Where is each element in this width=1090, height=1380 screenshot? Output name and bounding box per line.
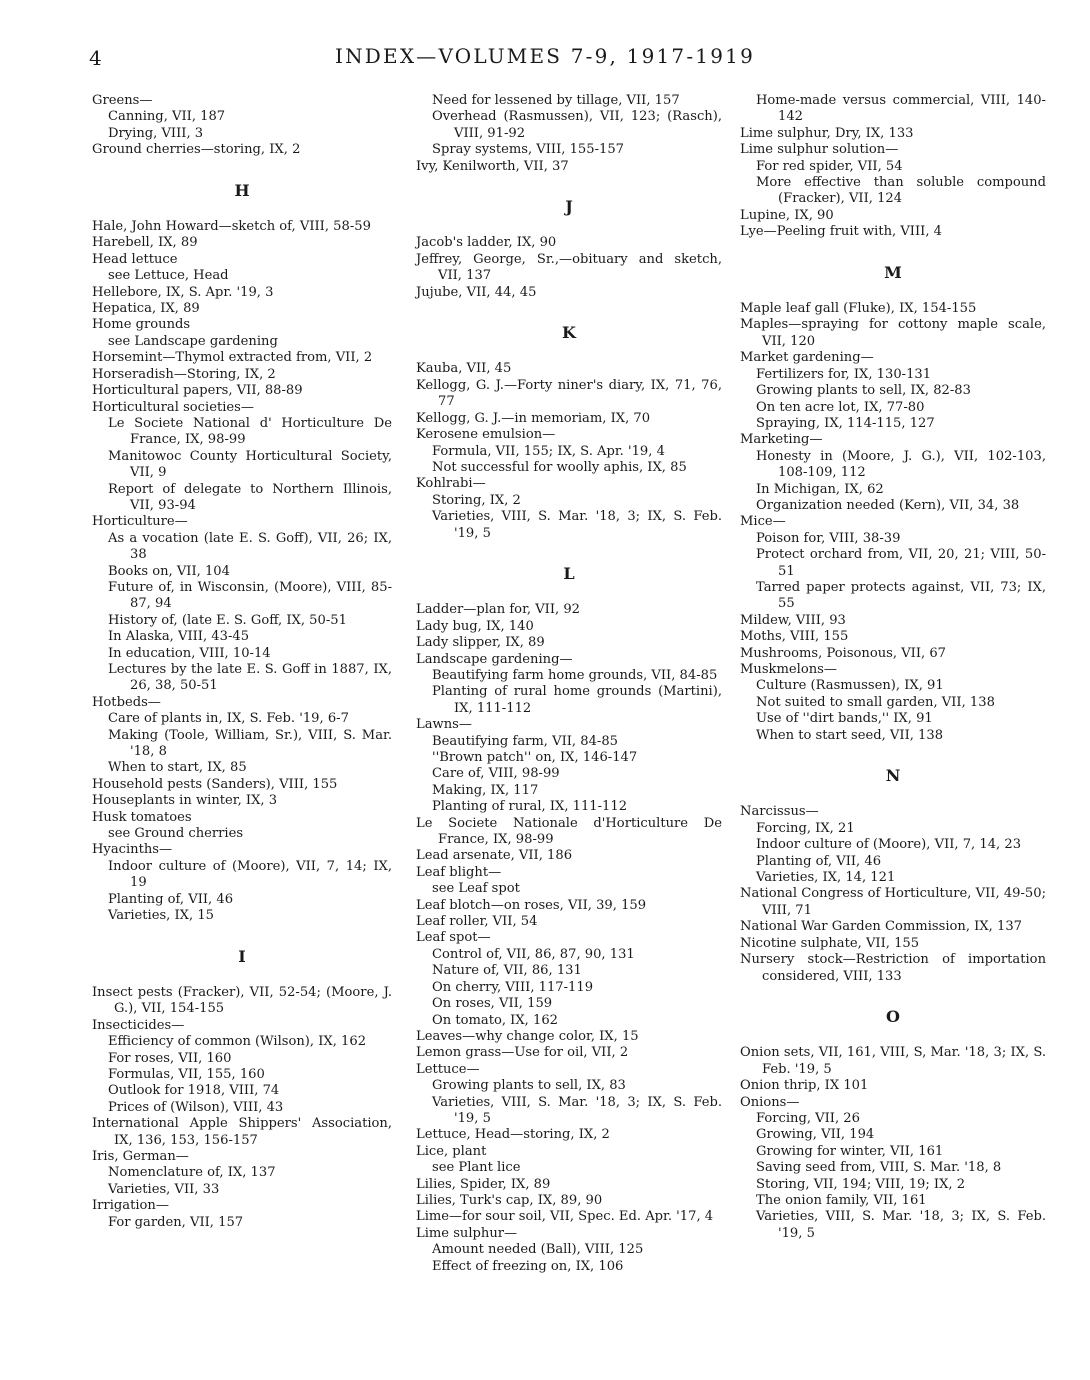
index-subentry: On tomato, IX, 162 <box>432 1012 558 1028</box>
index-entry: Leaves—why change color, IX, 15 <box>416 1028 639 1044</box>
index-entry: Iris, German— <box>92 1148 189 1164</box>
index-subentry: Culture (Rasmussen), IX, 91 <box>756 678 944 694</box>
index-subentry: The onion family, VII, 161 <box>756 1192 927 1208</box>
index-entry: Irrigation— <box>92 1198 169 1214</box>
page-number: 4 <box>89 46 102 70</box>
index-entry: International Apple Shippers' Association, IX, 136, 153, 156-157 <box>92 1116 392 1148</box>
index-subentry: Home-made versus commercial, VIII, 140-142 <box>756 93 1046 125</box>
index-subentry: Canning, VII, 187 <box>108 109 226 125</box>
index-subentry: see Leaf spot <box>432 881 520 897</box>
index-entry: Greens— <box>92 93 153 108</box>
index-subentry: Use of ''dirt bands,'' IX, 91 <box>756 711 933 727</box>
index-subentry: Books on, VII, 104 <box>108 563 230 579</box>
index-subentry: Efficiency of common (Wilson), IX, 162 <box>108 1034 367 1050</box>
index-subentry: Care of, VIII, 98-99 <box>432 766 560 782</box>
index-subentry: When to start seed, VII, 138 <box>756 727 944 743</box>
index-subentry: For garden, VII, 157 <box>108 1214 244 1230</box>
index-subentry: In Alaska, VIII, 43-45 <box>108 629 250 645</box>
index-entry: Maple leaf gall (Fluke), IX, 154-155 <box>740 301 977 317</box>
index-subentry: Manitowoc County Horticultural Society, VII, 9 <box>108 448 392 481</box>
index-entry: Jujube, VII, 44, 45 <box>416 284 537 300</box>
index-entry: Lye—Peeling fruit with, VIII, 4 <box>740 224 942 240</box>
index-entry: Le Societe Nationale d'Horticulture De France, IX, 98-99 <box>416 815 722 848</box>
index-entry: Narcissus— <box>740 804 819 820</box>
index-subentry: Need for lessened by tillage, VII, 157 <box>432 93 680 108</box>
index-subentry: Nature of, VII, 86, 131 <box>432 963 582 979</box>
index-entry: Lilies, Spider, IX, 89 <box>416 1176 551 1192</box>
index-subentry: see Lettuce, Head <box>108 268 229 284</box>
index-entry: Onion thrip, IX 101 <box>740 1078 869 1094</box>
index-entry: Lime sulphur solution— <box>740 142 899 158</box>
section-letter: H <box>234 180 250 200</box>
index-subentry: Effect of freezing on, IX, 106 <box>432 1258 624 1274</box>
index-entry: Ground cherries—storing, IX, 2 <box>92 142 301 158</box>
index-subentry: ''Brown patch'' on, IX, 146-147 <box>432 750 638 765</box>
index-entry: Lettuce, Head—storing, IX, 2 <box>416 1127 610 1143</box>
index-entry: Mushrooms, Poisonous, VII, 67 <box>740 645 947 661</box>
index-subentry: Formula, VII, 155; IX, S. Apr. '19, 4 <box>432 443 665 459</box>
index-entry: Leaf blight— <box>416 864 502 880</box>
index-subentry: Planting of, VII, 46 <box>108 891 234 907</box>
index-entry: Jeffrey, George, Sr.,—obituary and sketch, VII, 137 <box>416 251 722 284</box>
index-subentry: Honesty in (Moore, J. G.), VII, 102-103, 108-109, 112 <box>756 448 1046 481</box>
index-subentry: Growing plants to sell, IX, 82-83 <box>756 383 971 399</box>
index-subentry: On roses, VII, 159 <box>432 996 553 1012</box>
index-subentry: Protect orchard from, VII, 20, 21; VIII, 50-51 <box>756 547 1046 579</box>
index-subentry: Varieties, VIII, S. Mar. '18, 3; IX, S. Feb. '19, 5 <box>432 509 722 541</box>
index-subentry: Le Societe National d' Horticulture De France, IX, 98-99 <box>108 415 392 448</box>
index-entry: Harebell, IX, 89 <box>92 235 198 251</box>
index-entry: Hyacinths— <box>92 842 173 858</box>
index-entry: Insecticides— <box>92 1017 185 1033</box>
index-entry: Nicotine sulphate, VII, 155 <box>740 935 920 951</box>
index-subentry: Report of delegate to Northern Illinois, VII, 93-94 <box>108 481 392 513</box>
index-subentry: Indoor culture of (Moore), VII, 7, 14, 23 <box>756 837 1022 853</box>
index-subentry: Varieties, VII, 33 <box>108 1181 220 1197</box>
index-entry: Lime sulphur— <box>416 1225 518 1241</box>
index-subentry: Prices of (Wilson), VIII, 43 <box>108 1099 284 1115</box>
index-subentry: Tarred paper protects against, VII, 73; IX, 55 <box>756 579 1046 612</box>
index-entry: Landscape gardening— <box>416 651 573 667</box>
index-entry: Nursery stock—Restriction of importation considered, VIII, 133 <box>740 952 1046 984</box>
index-entry: Leaf blotch—on roses, VII, 39, 159 <box>416 897 647 913</box>
section-letter: O <box>886 1006 900 1026</box>
index-subentry: Organization needed (Kern), VII, 34, 38 <box>756 497 1020 513</box>
index-entry: Lead arsenate, VII, 186 <box>416 848 573 864</box>
index-entry: Lilies, Turk's cap, IX, 89, 90 <box>416 1192 603 1208</box>
index-entry: Husk tomatoes <box>92 809 192 825</box>
index-subentry: Lectures by the late E. S. Goff in 1887, IX, 26, 38, 50-51 <box>108 662 392 694</box>
index-entry: Kellogg, G. J.—Forty niner's diary, IX, 71, 76, 77 <box>416 377 722 410</box>
index-entry: Lemon grass—Use for oil, VII, 2 <box>416 1045 629 1061</box>
index-subentry: More effective than soluble compound (Fracker), VII, 124 <box>756 175 1046 207</box>
index-subentry: see Ground cherries <box>108 826 244 842</box>
index-entry: Hellebore, IX, S. Apr. '19, 3 <box>92 284 274 300</box>
index-entry: Horticulture— <box>92 514 188 530</box>
section-letter: M <box>884 262 902 282</box>
index-entry: Ladder—plan for, VII, 92 <box>416 602 580 618</box>
index-entry: Muskmelons— <box>740 662 837 677</box>
index-entry: Kohlrabi— <box>416 476 486 492</box>
index-entry: Jacob's ladder, IX, 90 <box>416 235 557 251</box>
index-subentry: As a vocation (late E. S. Goff), VII, 26; IX, 38 <box>108 530 392 563</box>
index-column-3 <box>740 93 1046 1242</box>
index-entry: National War Garden Commission, IX, 137 <box>740 919 1022 935</box>
index-subentry: Planting of rural, IX, 111-112 <box>432 799 628 815</box>
index-entry: Lupine, IX, 90 <box>740 207 834 223</box>
index-entry: Hepatica, IX, 89 <box>92 301 200 317</box>
index-subentry: Forcing, IX, 21 <box>756 820 855 836</box>
index-entry: Insect pests (Fracker), VII, 52-54; (Moore, J. G.), VII, 154-155 <box>92 984 392 1017</box>
index-entry: Lice, plant <box>416 1143 487 1159</box>
index-subentry: Outlook for 1918, VIII, 74 <box>108 1083 280 1099</box>
index-entry: Kauba, VII, 45 <box>416 361 512 377</box>
index-subentry: In Michigan, IX, 62 <box>756 481 884 497</box>
index-subentry: Fertilizers for, IX, 130-131 <box>756 366 932 382</box>
section-letter: I <box>238 946 246 966</box>
index-subentry: For red spider, VII, 54 <box>756 158 903 174</box>
section-letter: N <box>885 766 901 786</box>
index-subentry: Growing for winter, VII, 161 <box>756 1143 944 1159</box>
index-subentry: Formulas, VII, 155, 160 <box>108 1066 265 1082</box>
index-subentry: Growing, VII, 194 <box>756 1127 875 1143</box>
index-subentry: When to start, IX, 85 <box>108 760 247 776</box>
index-entry: Horticultural societies— <box>92 399 254 415</box>
index-entry: Lady slipper, IX, 89 <box>416 635 545 651</box>
index-entry: Leaf roller, VII, 54 <box>416 914 538 930</box>
index-subentry: Planting of, VII, 46 <box>756 853 882 869</box>
index-subentry: Overhead (Rasmussen), VII, 123; (Rasch), VIII, 91-92 <box>432 109 722 141</box>
index-entry: Lawns— <box>416 717 472 733</box>
index-entry: Marketing— <box>740 432 823 448</box>
section-letter: K <box>562 323 576 343</box>
index-subentry: Care of plants in, IX, S. Feb. '19, 6-7 <box>108 711 349 727</box>
index-subentry: Making, IX, 117 <box>432 782 539 798</box>
index-entry: Ivy, Kenilworth, VII, 37 <box>416 158 569 174</box>
index-subentry: Storing, VII, 194; VIII, 19; IX, 2 <box>756 1176 966 1192</box>
index-subentry: Control of, VII, 86, 87, 90, 131 <box>432 946 635 962</box>
index-subentry: In education, VIII, 10-14 <box>108 645 271 661</box>
index-entry: Leaf spot— <box>416 930 491 946</box>
index-subentry: Saving seed from, VIII, S. Mar. '18, 8 <box>756 1160 1002 1176</box>
index-entry: Household pests (Sanders), VIII, 155 <box>92 776 338 792</box>
index-subentry: Varieties, IX, 15 <box>108 908 214 924</box>
index-entry: Hale, John Howard—sketch of, VIII, 58-59 <box>92 219 371 235</box>
index-entry: Lettuce— <box>416 1061 480 1077</box>
index-entry: Maples—spraying for cottony maple scale, VII, 120 <box>740 317 1046 349</box>
index-entry: Mice— <box>740 514 786 530</box>
section-letter: J <box>565 197 573 217</box>
index-subentry: Beautifying farm home grounds, VII, 84-85 <box>432 667 718 683</box>
index-entry: Head lettuce <box>92 251 178 267</box>
index-subentry: History of, (late E. S. Goff, IX, 50-51 <box>108 612 347 628</box>
index-subentry: Planting of rural home grounds (Martini), IX, 111-112 <box>432 684 722 716</box>
index-entry: Lime—for sour soil, VII, Spec. Ed. Apr. '17, 4 <box>416 1209 714 1225</box>
index-subentry: Growing plants to sell, IX, 83 <box>432 1078 626 1094</box>
index-entry: Lady bug, IX, 140 <box>416 618 534 634</box>
index-subentry: Beautifying farm, VII, 84-85 <box>432 733 618 749</box>
index-entry: Horseradish—Storing, IX, 2 <box>92 366 276 382</box>
index-subentry: Spraying, IX, 114-115, 127 <box>756 415 935 431</box>
index-entry: Horticultural papers, VII, 88-89 <box>92 383 303 399</box>
index-subentry: Nomenclature of, IX, 137 <box>108 1165 276 1181</box>
index-entry: Kellogg, G. J.—in memoriam, IX, 70 <box>416 410 651 426</box>
index-entry: Onions— <box>740 1094 800 1110</box>
index-entry: Moths, VIII, 155 <box>740 629 849 645</box>
index-subentry: Drying, VIII, 3 <box>108 125 204 141</box>
index-subentry: Future of, in Wisconsin, (Moore), VIII, 85-87, 94 <box>108 579 392 612</box>
index-subentry: On cherry, VIII, 117-119 <box>432 979 594 995</box>
section-letter: L <box>563 563 575 583</box>
index-subentry: see Plant lice <box>432 1160 521 1176</box>
index-subentry: For roses, VII, 160 <box>108 1050 232 1066</box>
index-entry: Lime sulphur, Dry, IX, 133 <box>740 125 914 141</box>
index-entry: Kerosene emulsion— <box>416 427 556 443</box>
index-subentry: Storing, IX, 2 <box>432 492 521 508</box>
index-entry: Mildew, VIII, 93 <box>740 612 846 628</box>
index-subentry: Varieties, VIII, S. Mar. '18, 3; IX, S. Feb. '19, 5 <box>432 1094 722 1126</box>
index-column-2 <box>416 93 722 1275</box>
index-entry: Hotbeds— <box>92 694 161 710</box>
index-subentry: Not successful for woolly aphis, IX, 85 <box>432 459 687 475</box>
index-subentry: Making (Toole, William, Sr.), VIII, S. Mar. '18, 8 <box>108 727 392 760</box>
index-subentry: Not suited to small garden, VII, 138 <box>756 694 995 710</box>
index-subentry: Forcing, VII, 26 <box>756 1110 860 1126</box>
index-subentry: see Landscape gardening <box>108 333 278 349</box>
index-column-1 <box>92 93 392 1231</box>
index-entry: National Congress of Horticulture, VII, 49-50; VIII, 71 <box>740 886 1046 918</box>
index-subentry: Indoor culture of (Moore), VII, 7, 14; IX, 19 <box>108 858 392 891</box>
page-title: INDEX—VOLUMES 7-9, 1917-1919 <box>334 44 756 68</box>
index-subentry: Varieties, VIII, S. Mar. '18, 3; IX, S. Feb. '19, 5 <box>756 1209 1046 1241</box>
index-entry: Home grounds <box>92 317 191 333</box>
index-entry: Market gardening— <box>740 350 874 366</box>
index-subentry: Spray systems, VIII, 155-157 <box>432 142 624 158</box>
index-entry: Horsemint—Thymol extracted from, VII, 2 <box>92 350 373 366</box>
index-entry: Houseplants in winter, IX, 3 <box>92 793 278 809</box>
index-subentry: Amount needed (Ball), VIII, 125 <box>432 1242 644 1258</box>
index-entry: Onion sets, VII, 161, VIII, S, Mar. '18, 3; IX, S. Feb. '19, 5 <box>740 1045 1046 1077</box>
index-subentry: Varieties, IX, 14, 121 <box>756 870 896 886</box>
index-subentry: Poison for, VIII, 38-39 <box>756 530 901 546</box>
index-subentry: On ten acre lot, IX, 77-80 <box>756 399 925 415</box>
